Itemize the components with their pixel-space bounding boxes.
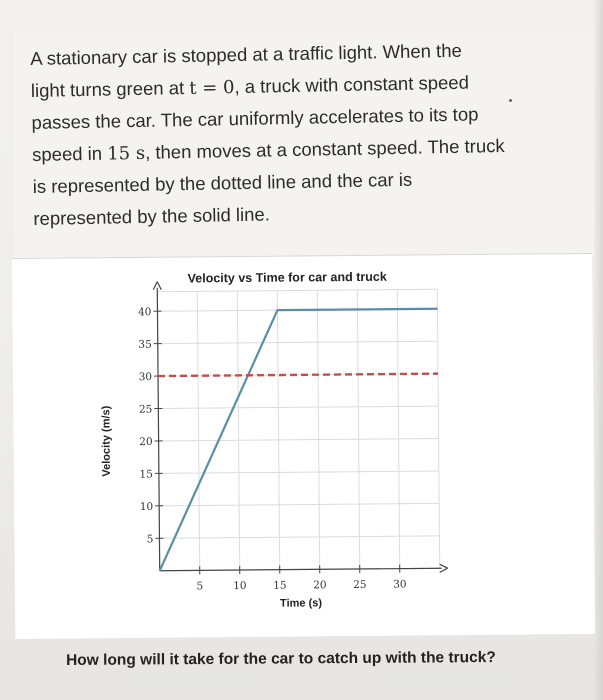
question-text: How long will it take for the car to catch up with the truck? <box>66 648 496 669</box>
y-tick-label: 10 <box>139 500 154 514</box>
problem-line-3: passes the car. The car uniformly accelerates to its top <box>31 103 479 133</box>
page-edge-shadow <box>593 0 603 700</box>
velocity-time-chart <box>12 254 595 639</box>
y-tick-label: 25 <box>138 403 153 416</box>
problem-line-4-start: speed in <box>31 142 108 165</box>
y-tick-label: 5 <box>146 533 154 546</box>
problem-line-6: represented by the solid line. <box>33 202 271 229</box>
problem-line-2-start: light turns green at <box>30 76 190 101</box>
y-tick-label: 20 <box>139 436 153 449</box>
problem-line-1: A stationary car is stopped at a traffic light. When the <box>30 39 462 69</box>
fifteen-seconds-math: 15 s <box>107 142 146 165</box>
x-axis-label: Time (s) <box>279 597 323 610</box>
stray-dot <box>509 99 512 102</box>
x-tick-label: 30 <box>393 578 407 591</box>
y-tick-label: 40 <box>138 306 152 319</box>
x-tick-label: 15 <box>273 579 287 592</box>
x-tick-label: 10 <box>233 579 247 593</box>
x-tick-label: 5 <box>196 580 204 593</box>
time-zero-math: t = 0 <box>189 76 235 99</box>
x-tick-label: 25 <box>353 578 367 592</box>
y-tick-label: 30 <box>138 371 153 384</box>
problem-line-4-end: , then moves at a constant speed. The truck <box>144 134 505 163</box>
y-tick-label: 15 <box>139 468 153 481</box>
x-tick-label: 20 <box>313 579 327 592</box>
problem-line-2-end: , a truck with constant speed <box>234 71 470 97</box>
chart-card <box>12 253 595 639</box>
y-tick-label: 35 <box>138 338 152 351</box>
y-axis-label: Velocity (m/s) <box>100 405 113 477</box>
problem-line-5: is represented by the dotted line and the car is <box>32 168 413 197</box>
chart-title: Velocity vs Time for car and truck <box>187 269 387 286</box>
problem-statement <box>30 33 534 234</box>
